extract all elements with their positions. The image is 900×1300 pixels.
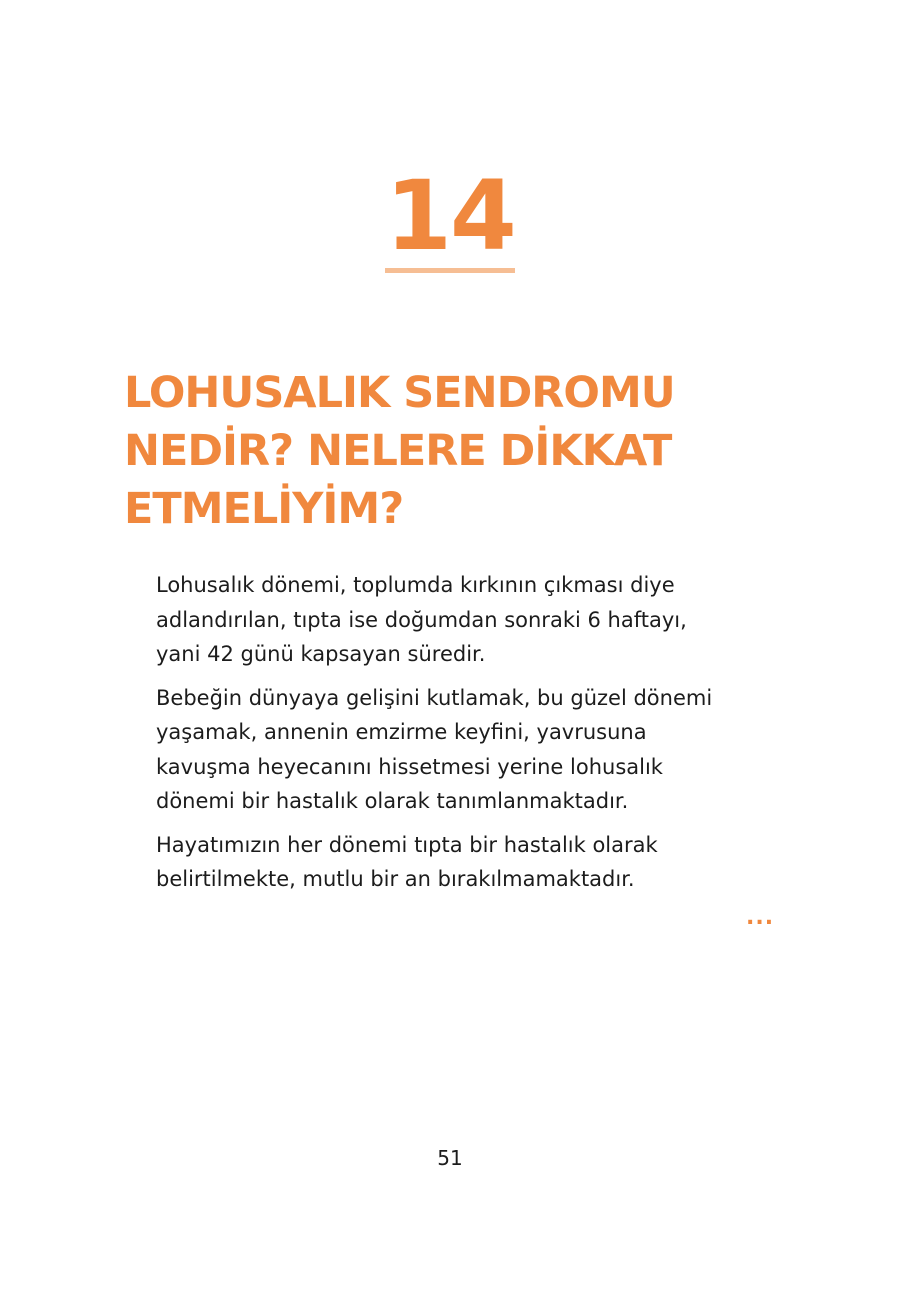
- chapter-title-line: ETMELİYİM?: [124, 484, 404, 534]
- paragraph-line: yani 42 günü kapsayan süredir.: [156, 642, 486, 666]
- paragraph: [156, 568, 756, 672]
- chapter-number: 14: [385, 160, 515, 272]
- chapter-title-line: LOHUSALIK SENDROMU: [124, 368, 675, 418]
- paragraph-line: Lohusalık dönemi, toplumda kırkının çıkması diye: [156, 573, 675, 597]
- paragraph-line: belirtilmekte, mutlu bir an bırakılmamaktadır.: [156, 867, 635, 891]
- paragraph-line: adlandırılan, tıpta ise doğumdan sonraki 6 haftayı,: [156, 607, 687, 632]
- body-text: [156, 568, 756, 906]
- paragraph-line: yaşamak, annenin emzirme keyfini, yavrusuna: [156, 720, 647, 744]
- paragraph-line: Hayatımızın her dönemi tıpta bir hastalık olarak: [156, 832, 658, 857]
- continuation-mark: ...: [746, 905, 775, 930]
- chapter-title-line: NEDİR? NELERE DİKKAT: [124, 426, 672, 476]
- chapter-title: [124, 364, 764, 538]
- paragraph: [156, 828, 756, 897]
- paragraph-line: kavuşma heyecanını hissetmesi yerine lohusalık: [156, 754, 663, 779]
- page-number: 51: [437, 1146, 463, 1170]
- chapter-number-block: [0, 160, 900, 273]
- paragraph: [156, 681, 756, 819]
- paragraph-line: Bebeğin dünyaya gelişini kutlamak, bu güzel dönemi: [156, 685, 713, 710]
- paragraph-line: dönemi bir hastalık olarak tanımlanmaktadır.: [156, 789, 629, 813]
